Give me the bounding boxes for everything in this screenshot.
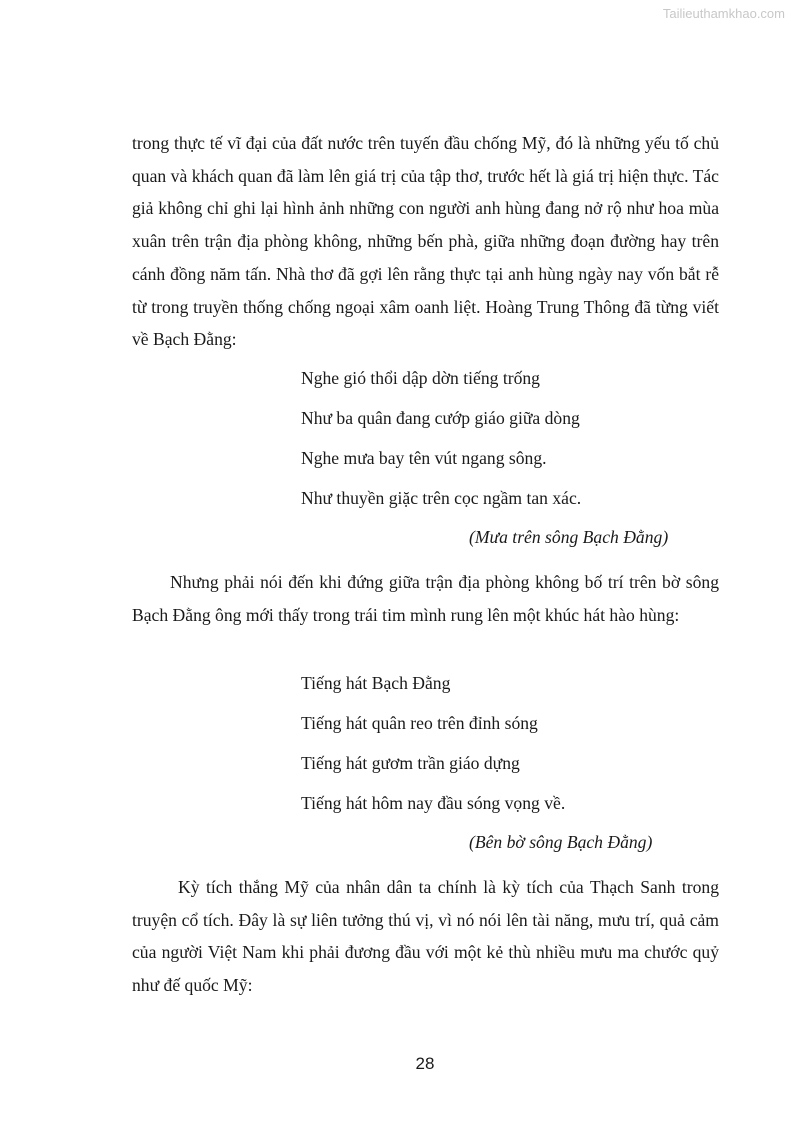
poem-line: Nghe mưa bay tên vút ngang sông. [301,448,547,468]
poem-excerpt-2 [301,663,721,823]
page-number: 28 [415,1054,435,1073]
poem-source-2: (Bên bờ sông Bạch Đằng) [469,832,653,852]
body-paragraph-3: Kỳ tích thắng Mỹ của nhân dân ta chính là kỳ tích của Thạch Sanh trong truyện cổ tích. Đây là sự liên tưởng thú vị, vì nó nói lên tài năng, mưu trí, quả cảm của người Việt Nam khi phải đương đầu với một kẻ thù nhiều mưu ma chước quỷ như đế quốc Mỹ: [132,877,719,996]
poem-source-1: (Mưa trên sông Bạch Đằng) [469,527,669,547]
watermark: Tailieuthamkhao.com [662,6,785,21]
poem-line: Nghe gió thổi dập dờn tiếng trống [301,368,540,388]
poem-line: Tiếng hát quân reo trên đỉnh sóng [301,713,538,733]
poem-excerpt-1 [301,358,721,518]
poem-line: Tiếng hát Bạch Đằng [301,673,451,693]
poem-line: Tiếng hát gươm trần giáo dựng [301,753,520,773]
body-paragraph-1: trong thực tế vĩ đại của đất nước trên tuyến đầu chống Mỹ, đó là những yếu tố chủ quan và khách quan đã làm lên giá trị của tập thơ, trước hết là giá trị hiện thực. Tác giả không chỉ ghi lại hình ảnh những con người anh hùng đang nở rộ như hoa mùa xuân trên trận địa phòng không, những bến phà, giữa những đoạn đường hay trên cánh đồng năm tấn. Nhà thơ đã gợi lên rằng thực tại anh hùng ngày nay vốn bắt rễ từ trong truyền thống chống ngoại xâm oanh liệt. Hoàng Trung Thông đã từng viết về Bạch Đằng: [132,133,719,350]
body-paragraph-2: Nhưng phải nói đến khi đứng giữa trận địa phòng không bố trí trên bờ sông Bạch Đằng ông mới thấy trong trái tim mình rung lên một khúc hát hào hùng: [132,572,719,625]
poem-line: Như thuyền giặc trên cọc ngầm tan xác. [301,488,582,508]
poem-line: Như ba quân đang cướp giáo giữa dòng [301,408,580,428]
poem-line: Tiếng hát hôm nay đầu sóng vọng về. [301,793,566,813]
